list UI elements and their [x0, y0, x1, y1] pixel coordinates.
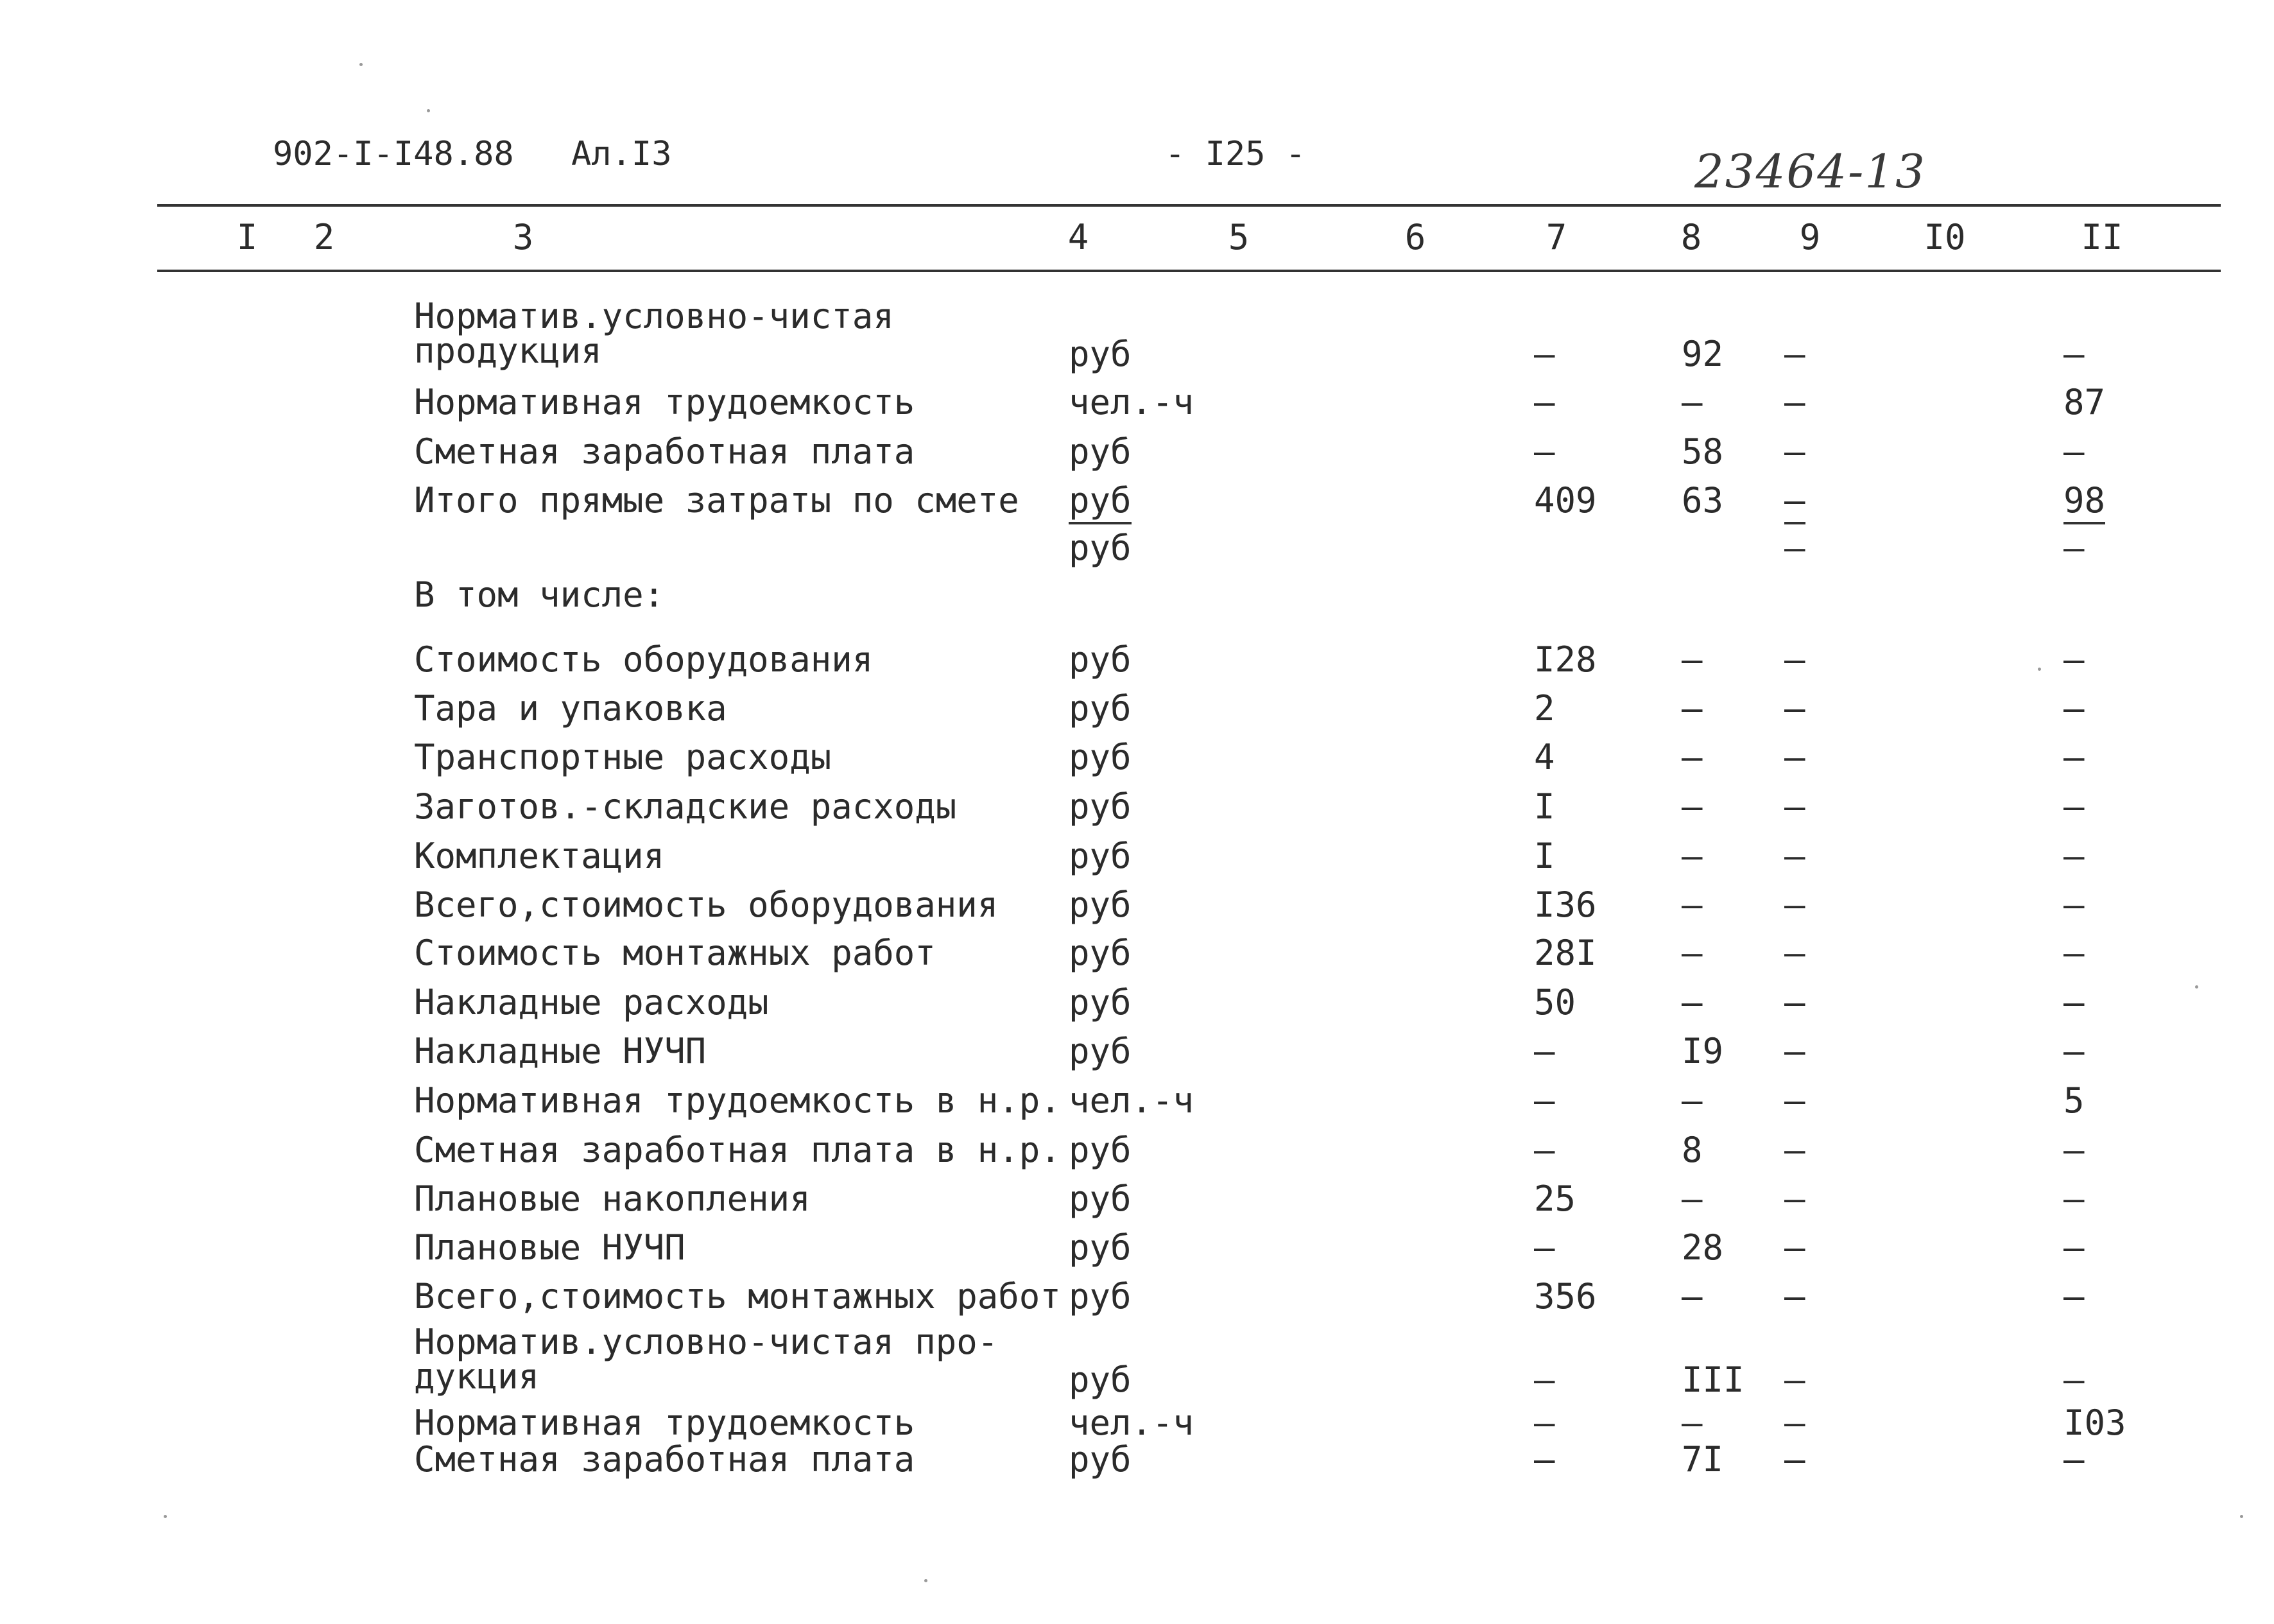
- col9-value: –: [1784, 1360, 1805, 1400]
- col11-value: 87: [2063, 382, 2106, 422]
- column-number-11: II: [2081, 217, 2123, 257]
- unit-cell: руб: [1069, 1227, 1132, 1268]
- unit-cell: руб: [1069, 334, 1132, 374]
- unit-cell: руб: [1069, 1439, 1132, 1480]
- unit-cell: руб: [1069, 982, 1132, 1023]
- col7-value: I: [1534, 836, 1555, 876]
- table-row: [0, 528, 2274, 573]
- col11-value: –: [2063, 786, 2085, 827]
- col11-value: –: [2063, 1227, 2085, 1268]
- table-row: [0, 1227, 2274, 1272]
- col7-value: –: [1534, 1130, 1555, 1170]
- row-label: Плановые НУЧП: [414, 1227, 685, 1268]
- unit-cell: руб: [1069, 836, 1132, 876]
- row-label: Нормативная трудоемкость: [414, 1403, 915, 1443]
- unit-cell: руб: [1069, 1179, 1132, 1219]
- col11-value: –: [2063, 737, 2085, 777]
- col9-value: –: [1784, 1276, 1805, 1317]
- col8-value: –: [1682, 1276, 1703, 1317]
- unit-cell: чел.-ч: [1069, 1080, 1194, 1121]
- col8-value: –: [1682, 933, 1703, 973]
- col7-value: –: [1534, 1080, 1555, 1121]
- col8-value: 92: [1682, 334, 1724, 374]
- col11-value: 5: [2063, 1080, 2085, 1121]
- page-number: - I25 -: [1165, 135, 1306, 173]
- col11-value: –: [2063, 1276, 2085, 1317]
- col9-value: –: [1784, 528, 1805, 568]
- col8-value: 58: [1682, 431, 1724, 472]
- col11-value: 98: [2063, 480, 2105, 524]
- col8-value: –: [1682, 786, 1703, 827]
- row-label: Норматив.условно-чистая продукция: [414, 296, 894, 371]
- col8-value: 7I: [1682, 1439, 1724, 1480]
- row-label: Заготов.-складские расходы: [414, 786, 957, 827]
- col7-value: 28I: [1534, 933, 1597, 973]
- table-row: [0, 885, 2274, 929]
- row-label: Транспортные расходы: [414, 737, 832, 777]
- col9-value: –: [1784, 737, 1805, 777]
- col8-value: –: [1682, 885, 1703, 925]
- table-top-rule: [157, 204, 2221, 207]
- col7-value: –: [1534, 431, 1555, 472]
- col7-value: 50: [1534, 982, 1576, 1023]
- col11-value: –: [2063, 885, 2085, 925]
- row-label: Сметная заработная плата в н.р.: [414, 1130, 1061, 1170]
- col11-value: –: [2063, 688, 2085, 729]
- col11-value: –: [2063, 431, 2085, 472]
- row-label: Итого прямые затраты по смете: [414, 480, 1019, 521]
- col8-value: –: [1682, 639, 1703, 680]
- col11-value: –: [2063, 639, 2085, 680]
- unit-cell: руб: [1069, 528, 1132, 568]
- table-row: [0, 1080, 2274, 1125]
- col9-value: –: [1784, 688, 1805, 729]
- row-label: Плановые накопления: [414, 1179, 811, 1219]
- col11-value: –: [2063, 1179, 2085, 1219]
- unit-cell: руб: [1069, 639, 1132, 680]
- col11-value: I03: [2063, 1403, 2126, 1443]
- table-row: [0, 1179, 2274, 1223]
- col8-value: –: [1682, 688, 1703, 729]
- col7-value: –: [1534, 1360, 1555, 1400]
- table-row: [0, 1130, 2274, 1175]
- row-label: В том числе:: [414, 574, 665, 615]
- album-number: Ал.I3: [571, 135, 672, 173]
- column-number-10: I0: [1924, 217, 1966, 257]
- table-row: [0, 382, 2274, 427]
- table-row: [0, 431, 2274, 476]
- col8-value: –: [1682, 982, 1703, 1023]
- col7-value: –: [1534, 334, 1555, 374]
- col11-value: –: [2063, 1130, 2085, 1170]
- col9-value: –: [1784, 1439, 1805, 1480]
- column-number-2: 2: [313, 217, 335, 257]
- row-label: Стоимость оборудования: [414, 639, 874, 680]
- col9-value: –: [1784, 1080, 1805, 1121]
- col11-value: –: [2063, 982, 2085, 1023]
- col9-value: –: [1784, 885, 1805, 925]
- col8-value: –: [1682, 737, 1703, 777]
- col8-value: –: [1682, 1403, 1703, 1443]
- row-label: Всего,стоимость оборудования: [414, 885, 999, 925]
- row-label: Сметная заработная плата: [414, 431, 915, 472]
- col8-value: –: [1682, 1179, 1703, 1219]
- table-row: [0, 786, 2274, 831]
- unit-cell: руб: [1069, 1031, 1132, 1071]
- unit-cell: руб: [1069, 688, 1132, 729]
- col8-value: 8: [1682, 1130, 1703, 1170]
- row-label: Тара и упаковка: [414, 688, 727, 729]
- column-number-1: I: [236, 217, 258, 257]
- col7-value: –: [1534, 1403, 1555, 1443]
- col7-value: –: [1534, 1227, 1555, 1268]
- unit-cell: руб: [1069, 933, 1132, 973]
- unit-cell: чел.-ч: [1069, 382, 1194, 422]
- col9-value: –: [1784, 480, 1805, 524]
- col9-value: –: [1784, 1130, 1805, 1170]
- col9-value: –: [1784, 1403, 1805, 1443]
- col7-value: –: [1534, 1031, 1555, 1071]
- row-label: Стоимость монтажных работ: [414, 933, 936, 973]
- row-label: Всего,стоимость монтажных работ: [414, 1276, 1061, 1317]
- unit-cell: чел.-ч: [1069, 1403, 1194, 1443]
- unit-cell: руб: [1069, 1130, 1132, 1170]
- col9-value: –: [1784, 982, 1805, 1023]
- table-row: [0, 574, 2274, 619]
- col8-value: I9: [1682, 1031, 1724, 1071]
- col8-value: –: [1682, 1080, 1703, 1121]
- table-row: [0, 639, 2274, 684]
- table-row: [0, 1322, 2274, 1404]
- row-label: Накладные расходы: [414, 982, 769, 1023]
- table-row: [0, 982, 2274, 1027]
- col11-value: –: [2063, 334, 2085, 374]
- col9-value: –: [1784, 382, 1805, 422]
- col8-value: III: [1682, 1360, 1744, 1400]
- col7-value: –: [1534, 1439, 1555, 1480]
- col7-value: I36: [1534, 885, 1597, 925]
- table-row: [0, 296, 2274, 379]
- table-header-rule: [157, 270, 2221, 272]
- col9-value: –: [1784, 933, 1805, 973]
- row-label: Комплектация: [414, 836, 665, 876]
- col7-value: 2: [1534, 688, 1555, 729]
- unit-cell: руб: [1069, 1276, 1132, 1317]
- column-number-6: 6: [1404, 217, 1426, 257]
- col11-value: –: [2063, 1439, 2085, 1480]
- col9-value: –: [1784, 639, 1805, 680]
- unit-cell: руб: [1069, 737, 1132, 777]
- column-number-5: 5: [1228, 217, 1250, 257]
- column-number-9: 9: [1799, 217, 1821, 257]
- col9-value: –: [1784, 1227, 1805, 1268]
- row-label: Нормативная трудоемкость: [414, 382, 915, 422]
- col7-value: 409: [1534, 480, 1597, 521]
- col7-value: –: [1534, 382, 1555, 422]
- unit-cell: руб: [1069, 885, 1132, 925]
- row-label: Сметная заработная плата: [414, 1439, 915, 1480]
- table-row: [0, 836, 2274, 881]
- col11-value: –: [2063, 836, 2085, 876]
- col11-value: –: [2063, 1031, 2085, 1071]
- table-row: [0, 1439, 2274, 1484]
- row-label: Нормативная трудоемкость в н.р.: [414, 1080, 1061, 1121]
- unit-cell: руб: [1069, 431, 1132, 472]
- col11-value: –: [2063, 1360, 2085, 1400]
- col8-value: –: [1682, 382, 1703, 422]
- col7-value: 4: [1534, 737, 1555, 777]
- col9-value: –: [1784, 1179, 1805, 1219]
- column-number-7: 7: [1546, 217, 1567, 257]
- table-row: [0, 737, 2274, 782]
- col9-value: –: [1784, 431, 1805, 472]
- row-label: Накладные НУЧП: [414, 1031, 707, 1071]
- document-code: 902-I-I48.88: [273, 135, 514, 173]
- column-number-4: 4: [1067, 217, 1089, 257]
- col8-value: 63: [1682, 480, 1724, 521]
- col9-value: –: [1784, 836, 1805, 876]
- col11-value: –: [2063, 933, 2085, 973]
- table-row: [0, 1276, 2274, 1321]
- col7-value: I28: [1534, 639, 1597, 680]
- table-row: [0, 933, 2274, 978]
- col9-value: –: [1784, 1031, 1805, 1071]
- col8-value: 28: [1682, 1227, 1724, 1268]
- table-row: [0, 688, 2274, 733]
- col7-value: I: [1534, 786, 1555, 827]
- column-number-8: 8: [1680, 217, 1702, 257]
- col8-value: –: [1682, 836, 1703, 876]
- col7-value: 25: [1534, 1179, 1576, 1219]
- table-row: [0, 480, 2274, 525]
- col9-value: –: [1784, 334, 1805, 374]
- col9-value: –: [1784, 786, 1805, 827]
- inventory-number: 23464-13: [1694, 144, 1926, 198]
- unit-cell: руб: [1069, 786, 1132, 827]
- unit-cell: руб: [1069, 1360, 1132, 1400]
- table-row: [0, 1031, 2274, 1076]
- col11-value: –: [2063, 528, 2085, 568]
- unit-cell: руб: [1069, 480, 1132, 524]
- column-number-3: 3: [512, 217, 534, 257]
- row-label: Норматив.условно-чистая про- дукция: [414, 1322, 999, 1397]
- col7-value: 356: [1534, 1276, 1597, 1317]
